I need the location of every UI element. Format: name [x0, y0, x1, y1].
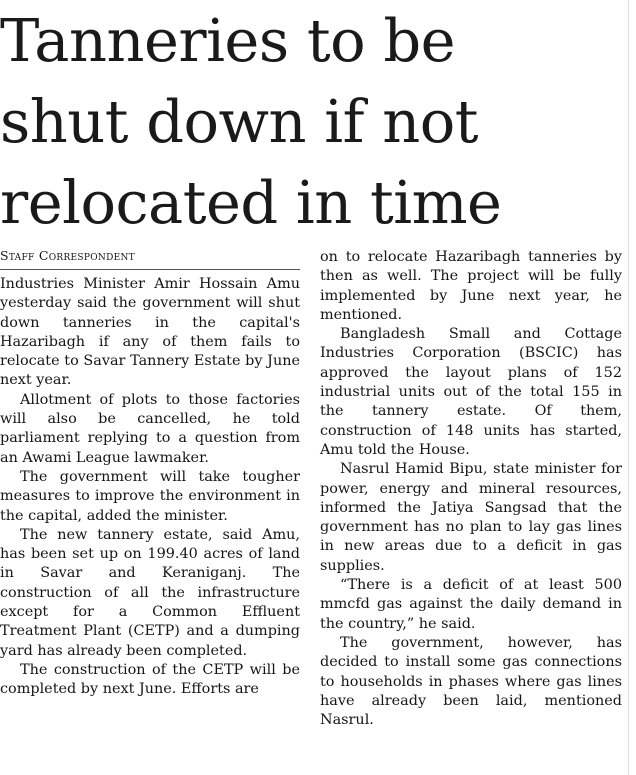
paragraph: Allotment of plots to those factories will also be cancelled, he told parliament replying to a question from an Awami League lawmaker.: [0, 391, 300, 466]
edge-divider: [628, 0, 629, 775]
paragraph: Industries Minister Amir Hossain Amu yesterday said the government will shut down tanneries in the capital's Hazaribagh if any of them fails to relocate to Savar Tannery Estate by June next year.: [0, 276, 300, 389]
paragraph: Nasrul Hamid Bipu, state minister for power, energy and mineral resources, informed the Jatiya Sangsad that the government has no plan to lay gas lines in new areas due to a deficit in gas supplies.: [320, 461, 622, 574]
paragraph: Bangladesh Small and Cottage Industries Corporation (BSCIC) has approved the layout plans of 152 industrial units out of the total 155 in the tannery estate. Of them, construction of 148 units has started, Amu told the House.: [320, 326, 622, 458]
paragraph: The government, however, has decided to install some gas connections to households in phases where gas lines have already been laid, mentioned Nasrul.: [320, 634, 622, 729]
headline-line-1: Tanneries to be: [0, 6, 456, 75]
byline: Staff Correspondent: [0, 247, 300, 270]
article-column-right: [320, 248, 622, 730]
headline-line-2: shut down if not: [0, 87, 478, 156]
paragraph: The construction of the CETP will be completed by next June. Efforts are: [0, 661, 300, 698]
article-column-left: [0, 247, 300, 700]
paragraph: The government will take tougher measures to improve the environment in the capital, added the minister.: [0, 468, 300, 524]
headline: [0, 0, 636, 243]
paragraph: “There is a deficit of at least 500 mmcfd gas against the daily demand in the country,” he said.: [320, 577, 622, 632]
headline-line-3: relocated in time: [0, 168, 502, 237]
paragraph: on to relocate Hazaribagh tanneries by then as well. The project will be fully implemented by June next year, he mentioned.: [320, 249, 622, 323]
paragraph: The new tannery estate, said Amu, has been set up on 199.40 acres of land in Savar and Keraniganj. The construction of all the infrastructure except for a Common Effluent Treatment Plant (CETP) and a dumping yard has already been completed.: [0, 526, 300, 659]
